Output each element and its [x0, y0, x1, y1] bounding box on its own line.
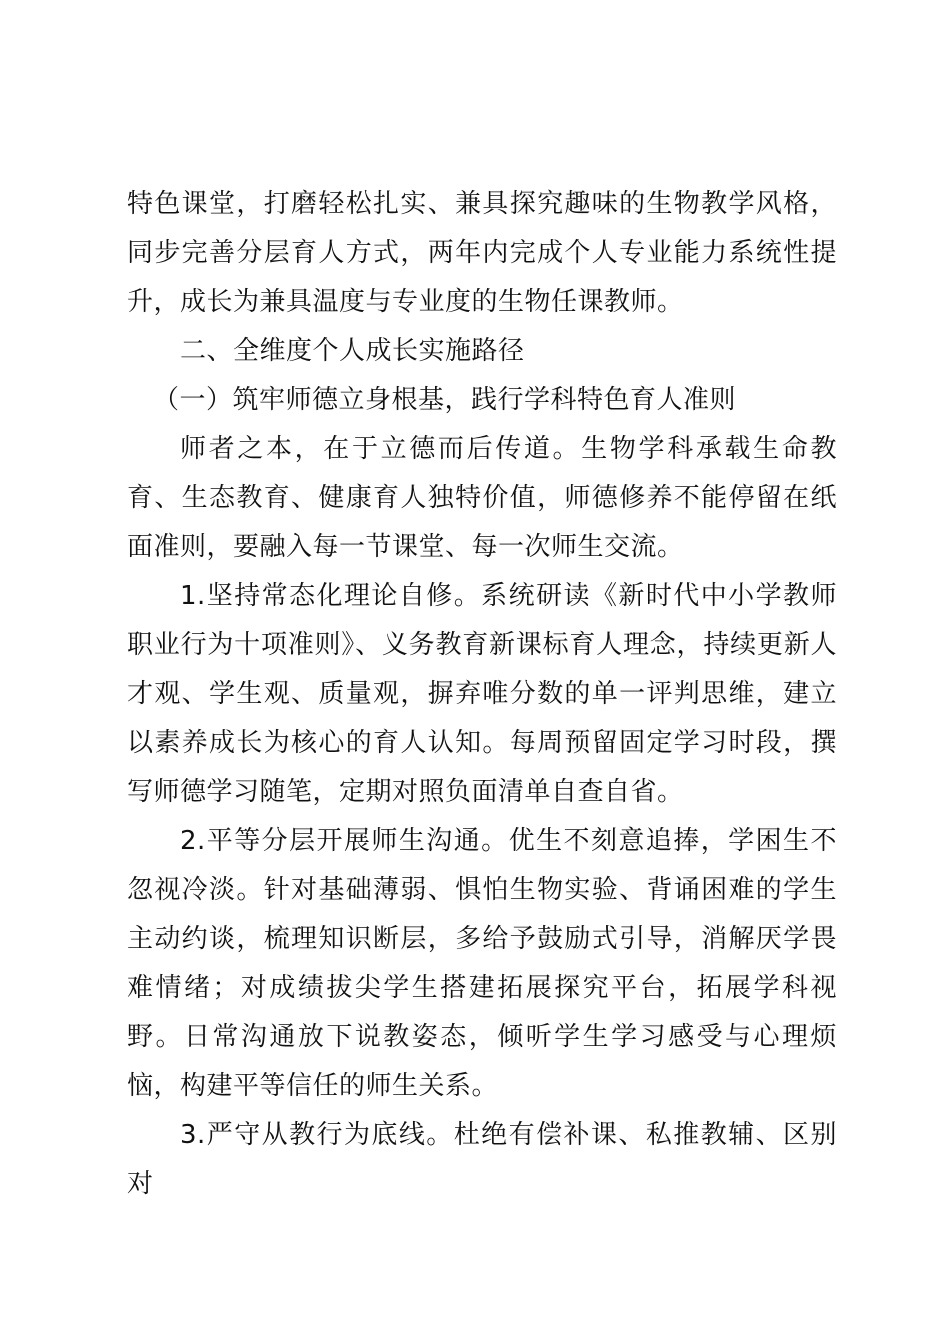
paragraph-item-3: 3.严守从教行为底线。杜绝有偿补课、私推教辅、区别对 — [127, 1120, 837, 1199]
paragraph-item-1: 1.坚持常态化理论自修。系统研读《新时代中小学教师职业行为十项准则》、义务教育新课标育人理念，持续更新人才观、学生观、质量观，摒弃唯分数的单一评判思维，建立以素养成长为核心的育人认知。每周预留固定学习时段，撰写师德学习随笔，定期对照负面清单自查自省。 — [127, 581, 837, 807]
paragraph-continuation: 特色课堂，打磨轻松扎实、兼具探究趣味的生物教学风格，同步完善分层育人方式，两年内完成个人专业能力系统性提升，成长为兼具温度与专业度的生物任课教师。 — [127, 189, 837, 317]
paragraph-item-2: 2.平等分层开展师生沟通。优生不刻意追捧，学困生不忽视冷淡。针对基础薄弱、惧怕生物实验、背诵困难的学生主动约谈，梳理知识断层，多给予鼓励式引导，消解厌学畏难情绪；对成绩拔尖学生搭建拓展探究平台，拓展学科视野。日常沟通放下说教姿态，倾听学生学习感受与心理烦恼，构建平等信任的师生关系。 — [127, 826, 837, 1101]
paragraph-intro: 师者之本，在于立德而后传道。生物学科承载生命教育、生态教育、健康育人独特价值，师德修养不能停留在纸面准则，要融入每一节课堂、每一次师生交流。 — [127, 434, 837, 562]
document-body — [127, 180, 837, 1209]
subsection-heading: （一）筑牢师德立身根基，践行学科特色育人准则 — [153, 385, 737, 415]
section-heading: 二、全维度个人成长实施路径 — [180, 336, 525, 366]
